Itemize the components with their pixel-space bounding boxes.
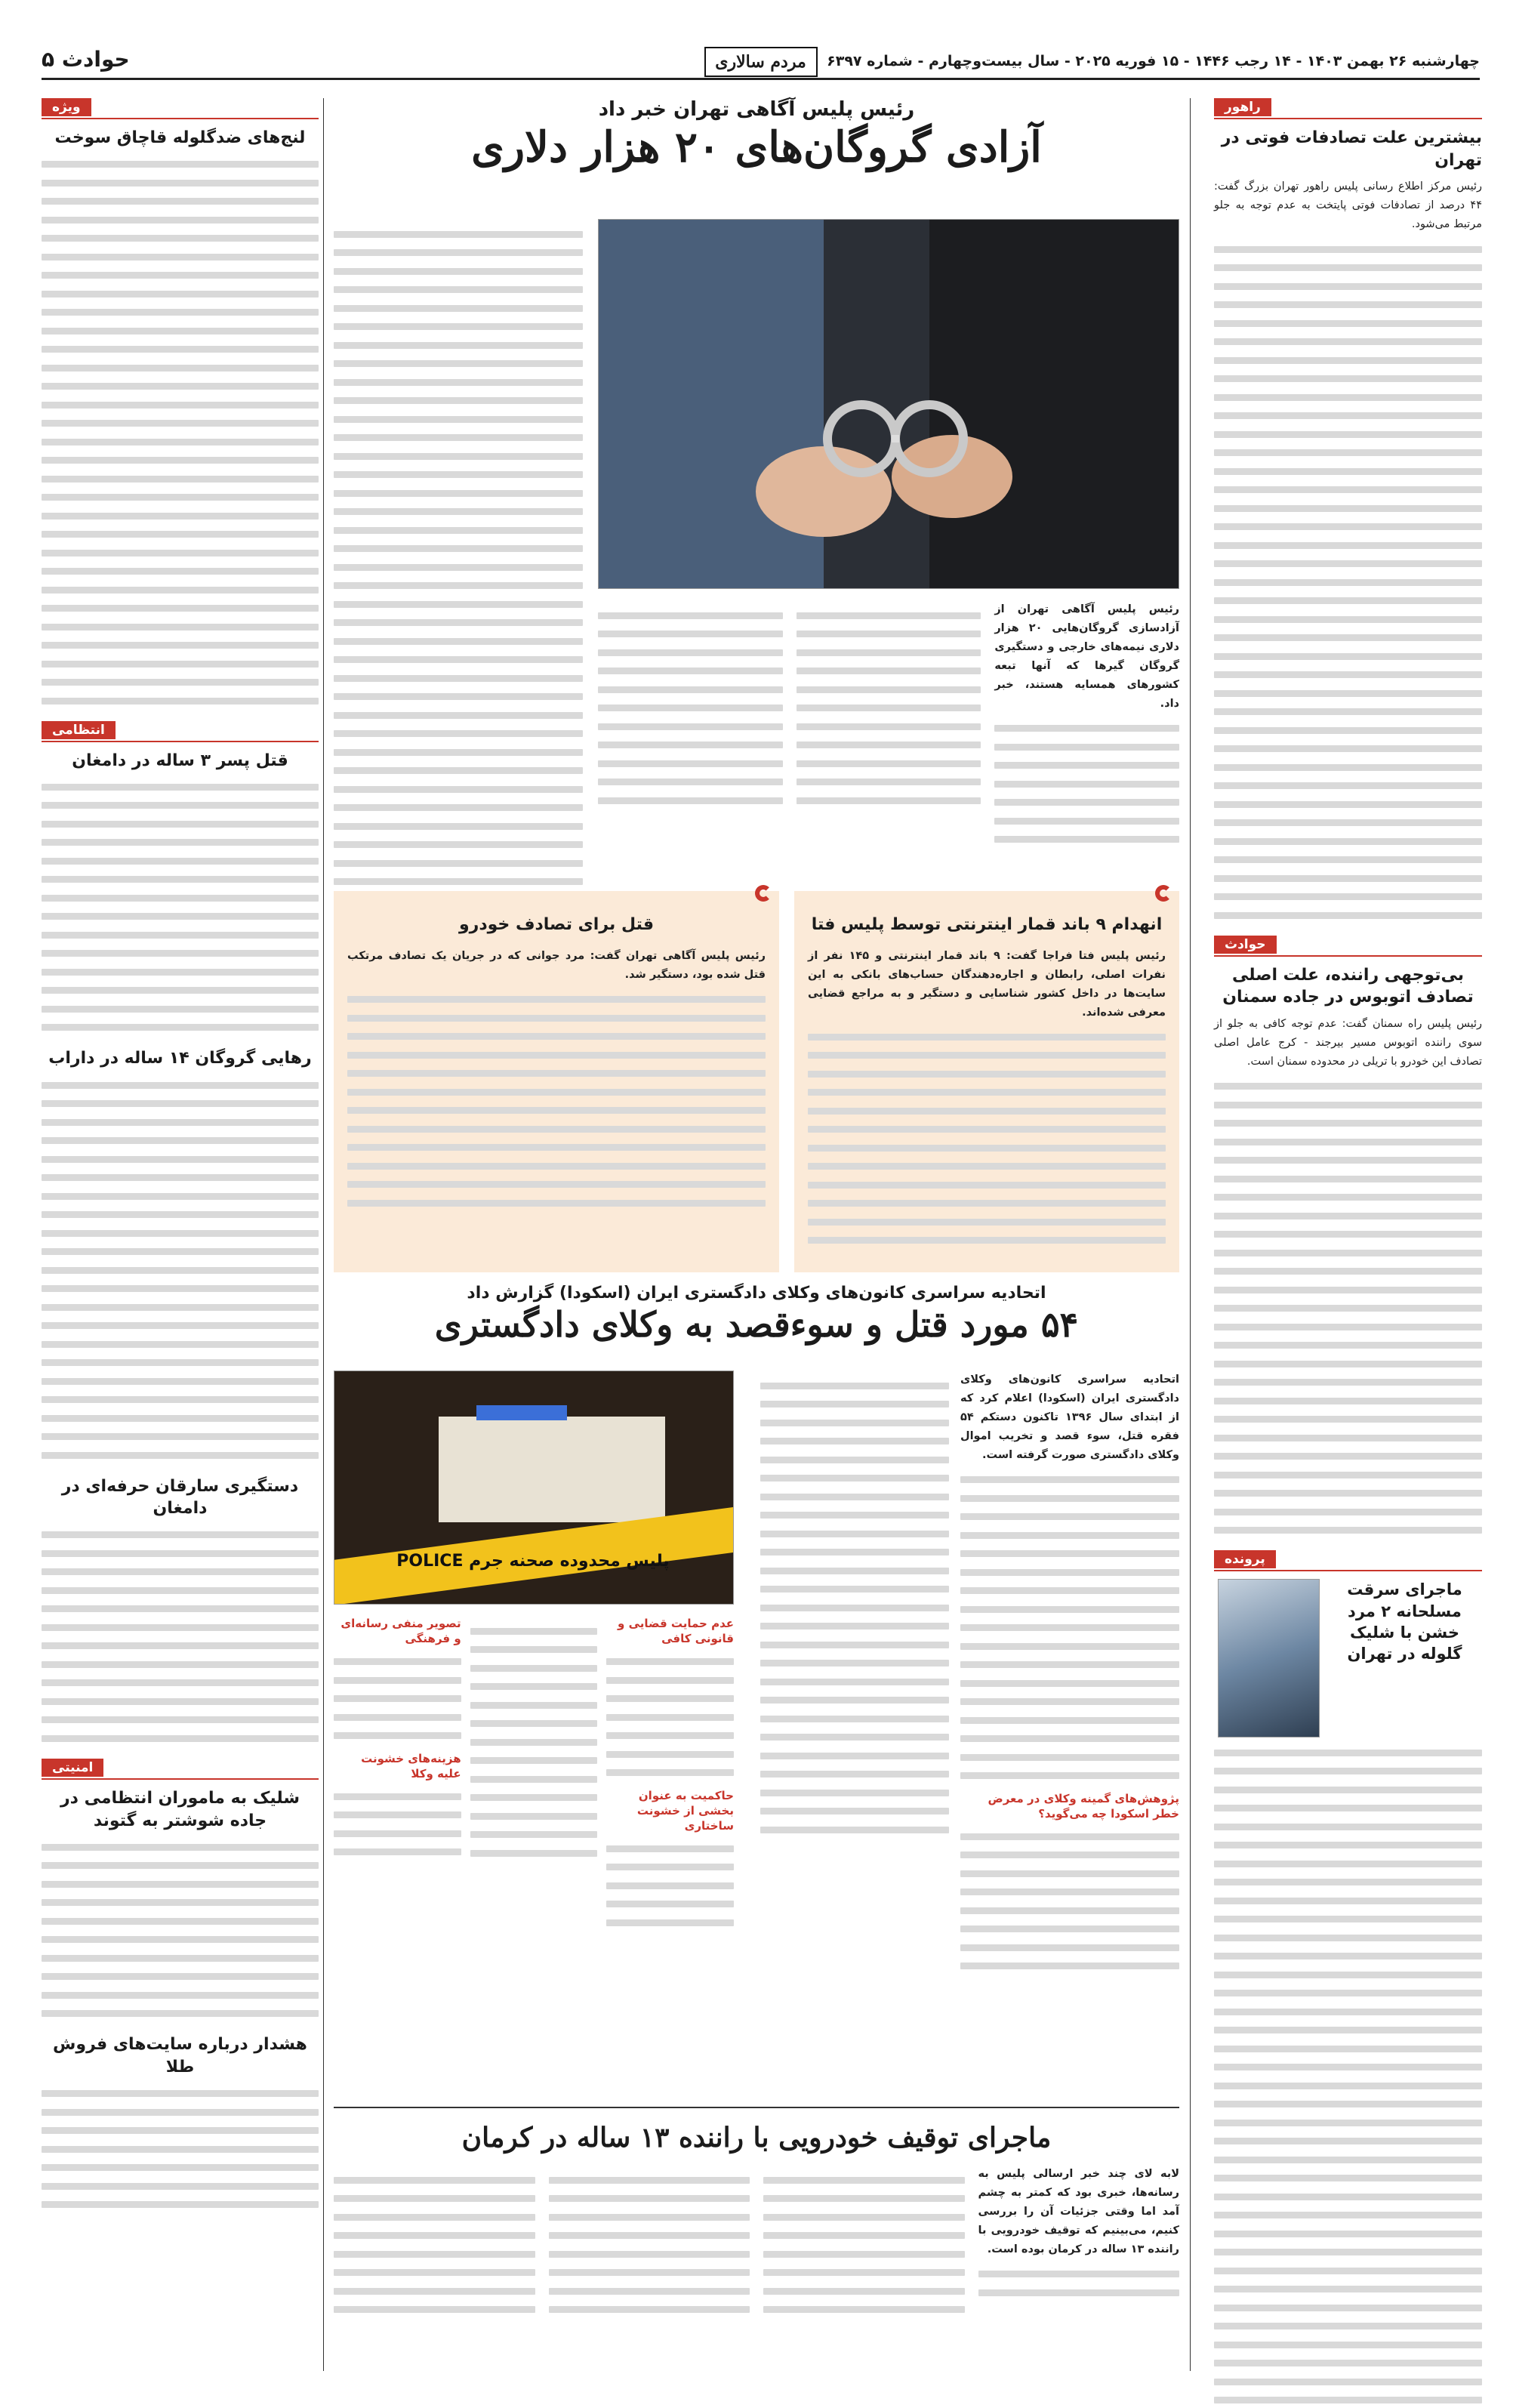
column-divider (1190, 98, 1191, 2371)
article-title: بی‌توجهی راننده، علت اصلی تصادف اتوبوس در جاده سمنان (1222, 965, 1474, 1007)
article-title: رهایی گروگان ۱۴ ساله در داراب (48, 1049, 312, 1068)
lawyers-lower-cols (334, 1616, 734, 1938)
article-title: شلیک به ماموران انتظامی در جاده شوشتر به گتوند (60, 1788, 300, 1830)
lawyers-story-right-col (960, 1370, 1179, 1981)
lawyers-subhead: حاکمیت به عنوان بخشی از خشونت ساختاری (636, 1788, 734, 1833)
article-damghan-thieves (42, 1475, 319, 1742)
box-lead: رئیس پلیس آگاهی تهران گفت: مرد جوانی که در جریان یک تصادف مرتکب قتل شده بود، دستگیر شد. (347, 949, 766, 981)
article-body-text (42, 1844, 319, 2018)
article-body-text (42, 161, 319, 705)
robbery-photo (1218, 1579, 1320, 1737)
article-title: قتل پسر ۳ ساله در دامغان (72, 751, 288, 770)
left-column (42, 98, 319, 2225)
box-title: قتل برای تصادف خودرو (459, 915, 654, 934)
lawyers-kicker: اتحادیه سراسری کانون‌های وکلای دادگستری ایران (اسکودا) گزارش داد (467, 1284, 1046, 1303)
article-body-text (42, 1082, 319, 1459)
article-body-text (42, 1531, 319, 1742)
article-body-text (1214, 1083, 1482, 1534)
column-divider (323, 98, 324, 2371)
box-title: انهدام ۹ باند قمار اینترنتی توسط پلیس فتا (811, 915, 1163, 934)
article-lead: رئیس پلیس راه سمنان گفت: عدم توجه کافی به جلو از سوی راننده اتوبوس مسیر بیرجند - کرج عامل اصلی تصادف این خودرو با تریلی در محدوده سمنان است. (1214, 1018, 1482, 1068)
article-smuggling-boats (42, 127, 319, 705)
main-story-lead: رئیس پلیس آگاهی تهران از آزادسازی گروگان‌هایی ۲۰ هزار دلاری نیمه‌های خارجی و دستگیری گروگان گیرها که آنها تبعه کشورهای همسایه هستند، خبر داد. (994, 603, 1179, 710)
main-story (334, 98, 1179, 1019)
box-lead: رئیس پلیس فتا فراجا گفت: ۹ باند قمار اینترنتی و ۱۴۵ نفر از نفرات اصلی، رابطان و اجاره‌دهندگان حساب‌های بانکی به این سایت‌ها در داخل کشور شناسایی و دستگیر و به مراجع قضایی معرفی شده‌اند. (808, 949, 1166, 1019)
article-body-text (42, 784, 319, 1031)
section-tag: حوادث (1214, 936, 1277, 954)
box-body-text (334, 996, 779, 1207)
article-body-text (1214, 1750, 1482, 2408)
kerman-columns (334, 2165, 1179, 2325)
masthead (42, 45, 1480, 80)
kerman-story (334, 2122, 1179, 2325)
article-title: لنج‌های ضدگلوله قاچاق سوخت (54, 128, 306, 147)
lawyers-subhead: پژوهش‌های گمینه وکلای در معرض خطر اسکودا چه می‌گوید؟ (988, 1791, 1179, 1821)
article-title: ماجرای سرقت مسلحانه ۲ مرد خشن با شلیک گلوله در تهران (1347, 1580, 1462, 1663)
article-title: هشدار درباره سایت‌های فروش طلا (53, 2035, 307, 2077)
article-traffic-deaths (1214, 127, 1482, 919)
main-story-text-left (334, 219, 583, 1008)
handcuff-photo (598, 219, 1179, 589)
main-kicker: رئیس پلیس آگاهی تهران خبر داد (598, 98, 915, 121)
article-damghan-murder (42, 750, 319, 1031)
lawyers-story (334, 1284, 1180, 1833)
lawyers-subhead: هزینه‌های خشونت علیه وکلا (361, 1751, 461, 1781)
lawyers-lead: اتحادیه سراسری کانون‌های وکلای دادگستری ایران (اسکودا) اعلام کرد که از ابتدای سال ۱۳۹۶ تاکنون دستکم ۵۴ فقره قتل، سوء قصد و تخریب اموال وکلای دادگستری صورت گرفته است. (960, 1374, 1180, 1461)
tape-text: پلیس محدوده صحنه جرم POLICE (396, 1552, 670, 1571)
section-tag: ویژه (42, 98, 91, 116)
box-gambling-bust (794, 891, 1179, 1272)
page-section: حوادث ۵ (42, 47, 130, 72)
article-title: بیشترین علت تصادفات فوتی در تهران (1221, 128, 1482, 170)
article-lead: رئیس مرکز اطلاع رسانی پلیس راهور تهران بزرگ گفت: ۴۴ درصد از تصادفات فوتی پایتخت به عدم توجه به جلو مرتبط می‌شود. (1214, 180, 1482, 231)
kerman-lead: لابه لای چند خبر ارسالی پلیس به رسانه‌ها، خبری بود که کمتر به چشم آمد اما وقتی جزئیات آن را بررسی کنیم، می‌بینیم که توقیف خودرویی با راننده ۱۳ ساله در کرمان بوده است. (978, 2168, 1179, 2255)
article-body-text (1214, 246, 1482, 919)
lawyers-story-mid-col (760, 1370, 949, 1845)
article-armed-robbery (1214, 1579, 1482, 2408)
right-column (1214, 98, 1482, 2408)
section-divider (334, 2107, 1179, 2108)
issue-date: چهارشنبه ۲۶ بهمن ۱۴۰۳ - ۱۴ رجب ۱۴۴۶ - ۱۵ فوریه ۲۰۲۵ - سال بیست‌وچهارم - شماره ۶۳۹۷ (827, 53, 1480, 69)
lawyers-subhead: تصویر منفی رسانه‌ای و فرهنگی (340, 1617, 461, 1646)
article-darab-hostage (42, 1047, 319, 1458)
section-tag: پرونده (1214, 1550, 1276, 1568)
article-body-text (42, 2090, 319, 2208)
article-shushtar-shooting (42, 1787, 319, 2017)
lawyers-headline: ۵۴ مورد قتل و سوءقصد به وکلای دادگستری (434, 1304, 1079, 1345)
section-tag: امنیتی (42, 1759, 103, 1777)
handcuffs-icon (598, 220, 1179, 589)
section-tag: راهور (1214, 98, 1271, 116)
police-tape-photo (334, 1370, 734, 1605)
section-tag: انتظامی (42, 721, 116, 739)
box-crash-murder (334, 891, 779, 1272)
kerman-headline: ماجرای توقیف خودرویی با راننده ۱۳ ساله در کرمان (461, 2122, 1052, 2154)
police-car-icon (334, 1371, 733, 1605)
article-gold-sites (42, 2033, 319, 2208)
main-story-columns (598, 600, 1179, 855)
article-title: دستگیری سارقان حرفه‌ای در دامغان (61, 1476, 299, 1518)
lawyers-subhead: عدم حمایت قضایی و قانونی کافی (618, 1617, 734, 1646)
article-bus-crash (1214, 964, 1482, 1534)
newspaper-logo: مردم سالاری (704, 47, 818, 77)
main-headline: آزادی گروگان‌های ۲۰ هزار دلاری (471, 122, 1042, 172)
box-body-text (794, 1034, 1179, 1244)
